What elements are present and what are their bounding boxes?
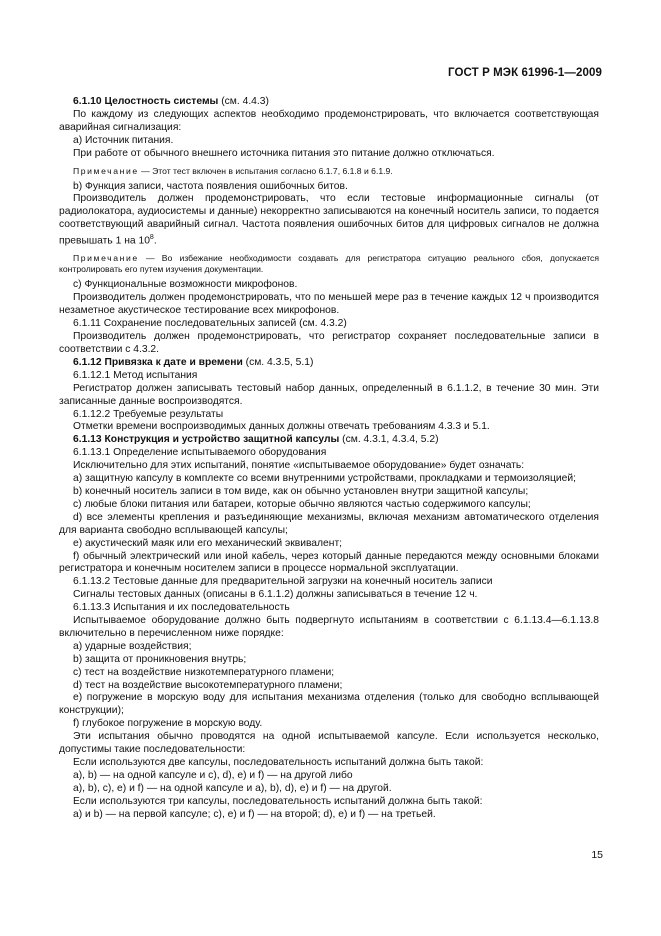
list-item: а) ударные воздействия; <box>73 640 192 652</box>
paragraph: Эти испытания обычно проводятся на одной испытываемой капсуле. Если используется несколько, допустимы такие последовательности: <box>59 731 599 756</box>
note-2 <box>59 253 599 275</box>
section-6-1-12-title: 6.1.12 Привязка к дате и времени <box>73 356 243 368</box>
paragraph: При работе от обычного внешнего источника питания это питание должно отключаться. <box>73 147 495 159</box>
subsection-6-1-12-2: 6.1.12.2 Требуемые результаты <box>73 408 224 420</box>
paragraph: Если используются три капсулы, последовательность испытаний должна быть такой: <box>73 795 483 807</box>
note-text: — Этот тест включен в испытания согласно 6.1.7, 6.1.8 и 6.1.9. <box>138 165 393 176</box>
page-number: 15 <box>591 849 603 861</box>
section-6-1-10-ref: (см. 4.4.3) <box>218 96 269 107</box>
document-body <box>59 96 599 822</box>
list-item: с) любые блоки питания или батареи, которые обычно являются частью содержимого капсулы; <box>73 498 531 510</box>
list-item: b) защита от проникновения внутрь; <box>73 653 247 665</box>
section-6-1-13-title: 6.1.13 Конструкция и устройство защитной капсулы <box>73 434 340 446</box>
section-6-1-10-heading <box>59 96 599 109</box>
paragraph: Отметки времени воспроизводимых данных должны отвечать требованиям 4.3.3 и 5.1. <box>73 421 490 433</box>
list-item: е) погружение в морскую воду для испытания механизма отделения (только для свободно всплывающей конструкции); <box>59 692 599 717</box>
list-item: а) защитную капсулу в комплекте со всеми внутренними устройствами, прокладками и термоизоляцией; <box>73 473 576 485</box>
section-6-1-11-heading: 6.1.11 Сохранение последовательных записей (см. 4.3.2) <box>73 318 347 330</box>
list-item: с) тест на воздействие низкотемпературного пламени; <box>73 666 335 678</box>
list-item: f) глубокое погружение в морскую воду. <box>73 718 263 730</box>
note-1 <box>59 166 599 177</box>
subsection-6-1-12-1: 6.1.12.1 Метод испытания <box>73 369 198 381</box>
paragraph: Производитель должен продемонстрировать, что регистратор сохраняет последовательные записи в соответствии с 4.3.2. <box>59 331 599 356</box>
sequence-line: а), b), с), е) и f) — на одной капсуле и а), b), d), е) и f) — на другой. <box>73 782 392 794</box>
paragraph: По каждому из следующих аспектов необходимо продемонстрировать, что включается соответствующая аварийная сигнализация: <box>59 108 599 133</box>
section-6-1-10-title: 6.1.10 Целостность системы <box>73 96 219 107</box>
sequence-line: а) и b) — на первой капсуле; с), е) и f) — на второй; d), е) и f) — на третьей. <box>73 808 436 820</box>
note-label: Примечание <box>73 253 139 264</box>
item-c: с) Функциональные возможности микрофонов. <box>73 279 298 291</box>
subsection-6-1-13-3: 6.1.13.3 Испытания и их последовательность <box>73 602 290 614</box>
paragraph: Испытываемое оборудование должно быть подвергнуто испытаниям в соответствии с 6.1.13.4—6.1.13.8 включительно в перечисленном ниже порядке: <box>59 615 599 639</box>
item-b: b) Функция записи, частота появления ошибочных битов. <box>73 180 348 192</box>
list-item: d) тест на воздействие высокотемпературного пламени; <box>73 679 343 691</box>
standard-header: ГОСТ Р МЭК 61996-1—2009 <box>448 67 602 79</box>
subsection-6-1-13-2: 6.1.13.2 Тестовые данные для предварительной загрузки на конечный носитель записи <box>73 576 493 588</box>
paragraph: Исключительно для этих испытаний, понятие «испытываемое оборудование» будет означать: <box>73 460 525 472</box>
subsection-6-1-13-1: 6.1.13.1 Определение испытываемого оборудования <box>73 447 327 459</box>
list-item: b) конечный носитель записи в том виде, как он обычно установлен внутри защитной капсулы; <box>73 485 529 497</box>
list-item: f) обычный электрический или иной кабель, через который данные передаются между основными блоками регистратора и конечным носителем записи в процессе нормальной эксплуатации. <box>59 550 599 575</box>
paragraph: Регистратор должен записывать тестовый набор данных, определенный в 6.1.1.2, в течение 30 мин. Эти записанные данные воспроизводятся. <box>59 382 599 407</box>
paragraph-ber: Производитель должен продемонстрировать, что если тестовые информационные сигналы (от радиолокатора, аудиосистемы и данные) некорректно записываются на конечный носитель записи, то подается соответствующий аварийный сигнал. Частота появления ошибочных битов для цифровых сигналов не должна превышать 1 на $10^8$. <box>59 193 599 247</box>
paragraph: Сигналы тестовых данных (описаны в 6.1.1.2) должны записываться в течение 12 ч. <box>73 589 478 601</box>
list-item: е) акустический маяк или его механический эквивалент; <box>73 537 343 549</box>
list-item: d) все элементы крепления и разъединяющие механизмы, включая механизм автоматического отделения для варианта свободно всплывающей капсулы; <box>59 511 599 536</box>
note-text: — Во избежание необходимости создавать для регистратора ситуацию реального сбоя, допускается контролировать его путем изучения документации. <box>59 253 599 275</box>
item-a: а) Источник питания. <box>73 134 174 146</box>
superscript: 8 <box>149 234 154 242</box>
section-6-1-13-heading: 6.1.13 Конструкция и устройство защитной капсулы (см. 4.3.1, 4.3.4, 5.2) <box>73 434 439 446</box>
section-6-1-12-heading: 6.1.12 Привязка к дате и времени (см. 4.3.5, 5.1) <box>73 356 314 368</box>
sequence-line: а), b) — на одной капсуле и с), d), е) и f) — на другой либо <box>73 769 353 781</box>
paragraph: Если используются две капсулы, последовательность испытаний должна быть такой: <box>73 757 484 769</box>
paragraph: Производитель должен продемонстрировать, что по меньшей мере раз в течение каждых 12 ч производится незаметное акустическое тестирование всех микрофонов. <box>59 292 599 317</box>
note-label: Примечание <box>73 165 139 176</box>
